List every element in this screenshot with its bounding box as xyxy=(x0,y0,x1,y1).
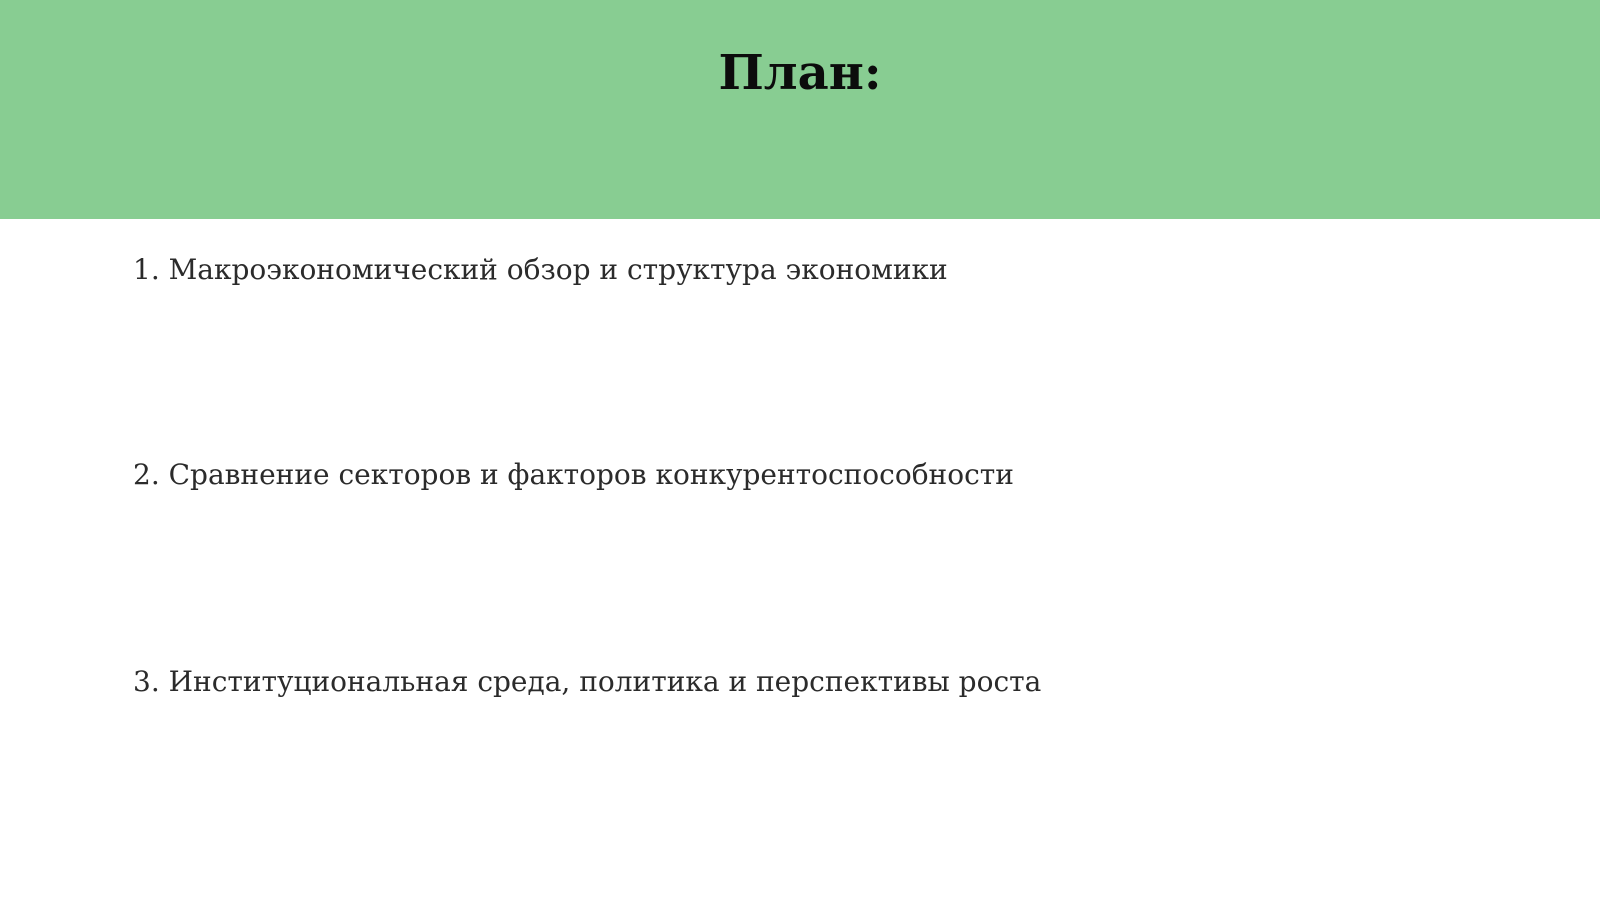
plan-item-3: 3. Институциональная среда, политика и перспективы роста xyxy=(133,665,1042,698)
header-band xyxy=(0,0,1600,219)
slide-title: План: xyxy=(718,45,882,101)
plan-item-1: 1. Макроэкономический обзор и структура экономики xyxy=(133,253,948,286)
plan-item-2: 2. Сравнение секторов и факторов конкурентоспособности xyxy=(133,458,1014,491)
